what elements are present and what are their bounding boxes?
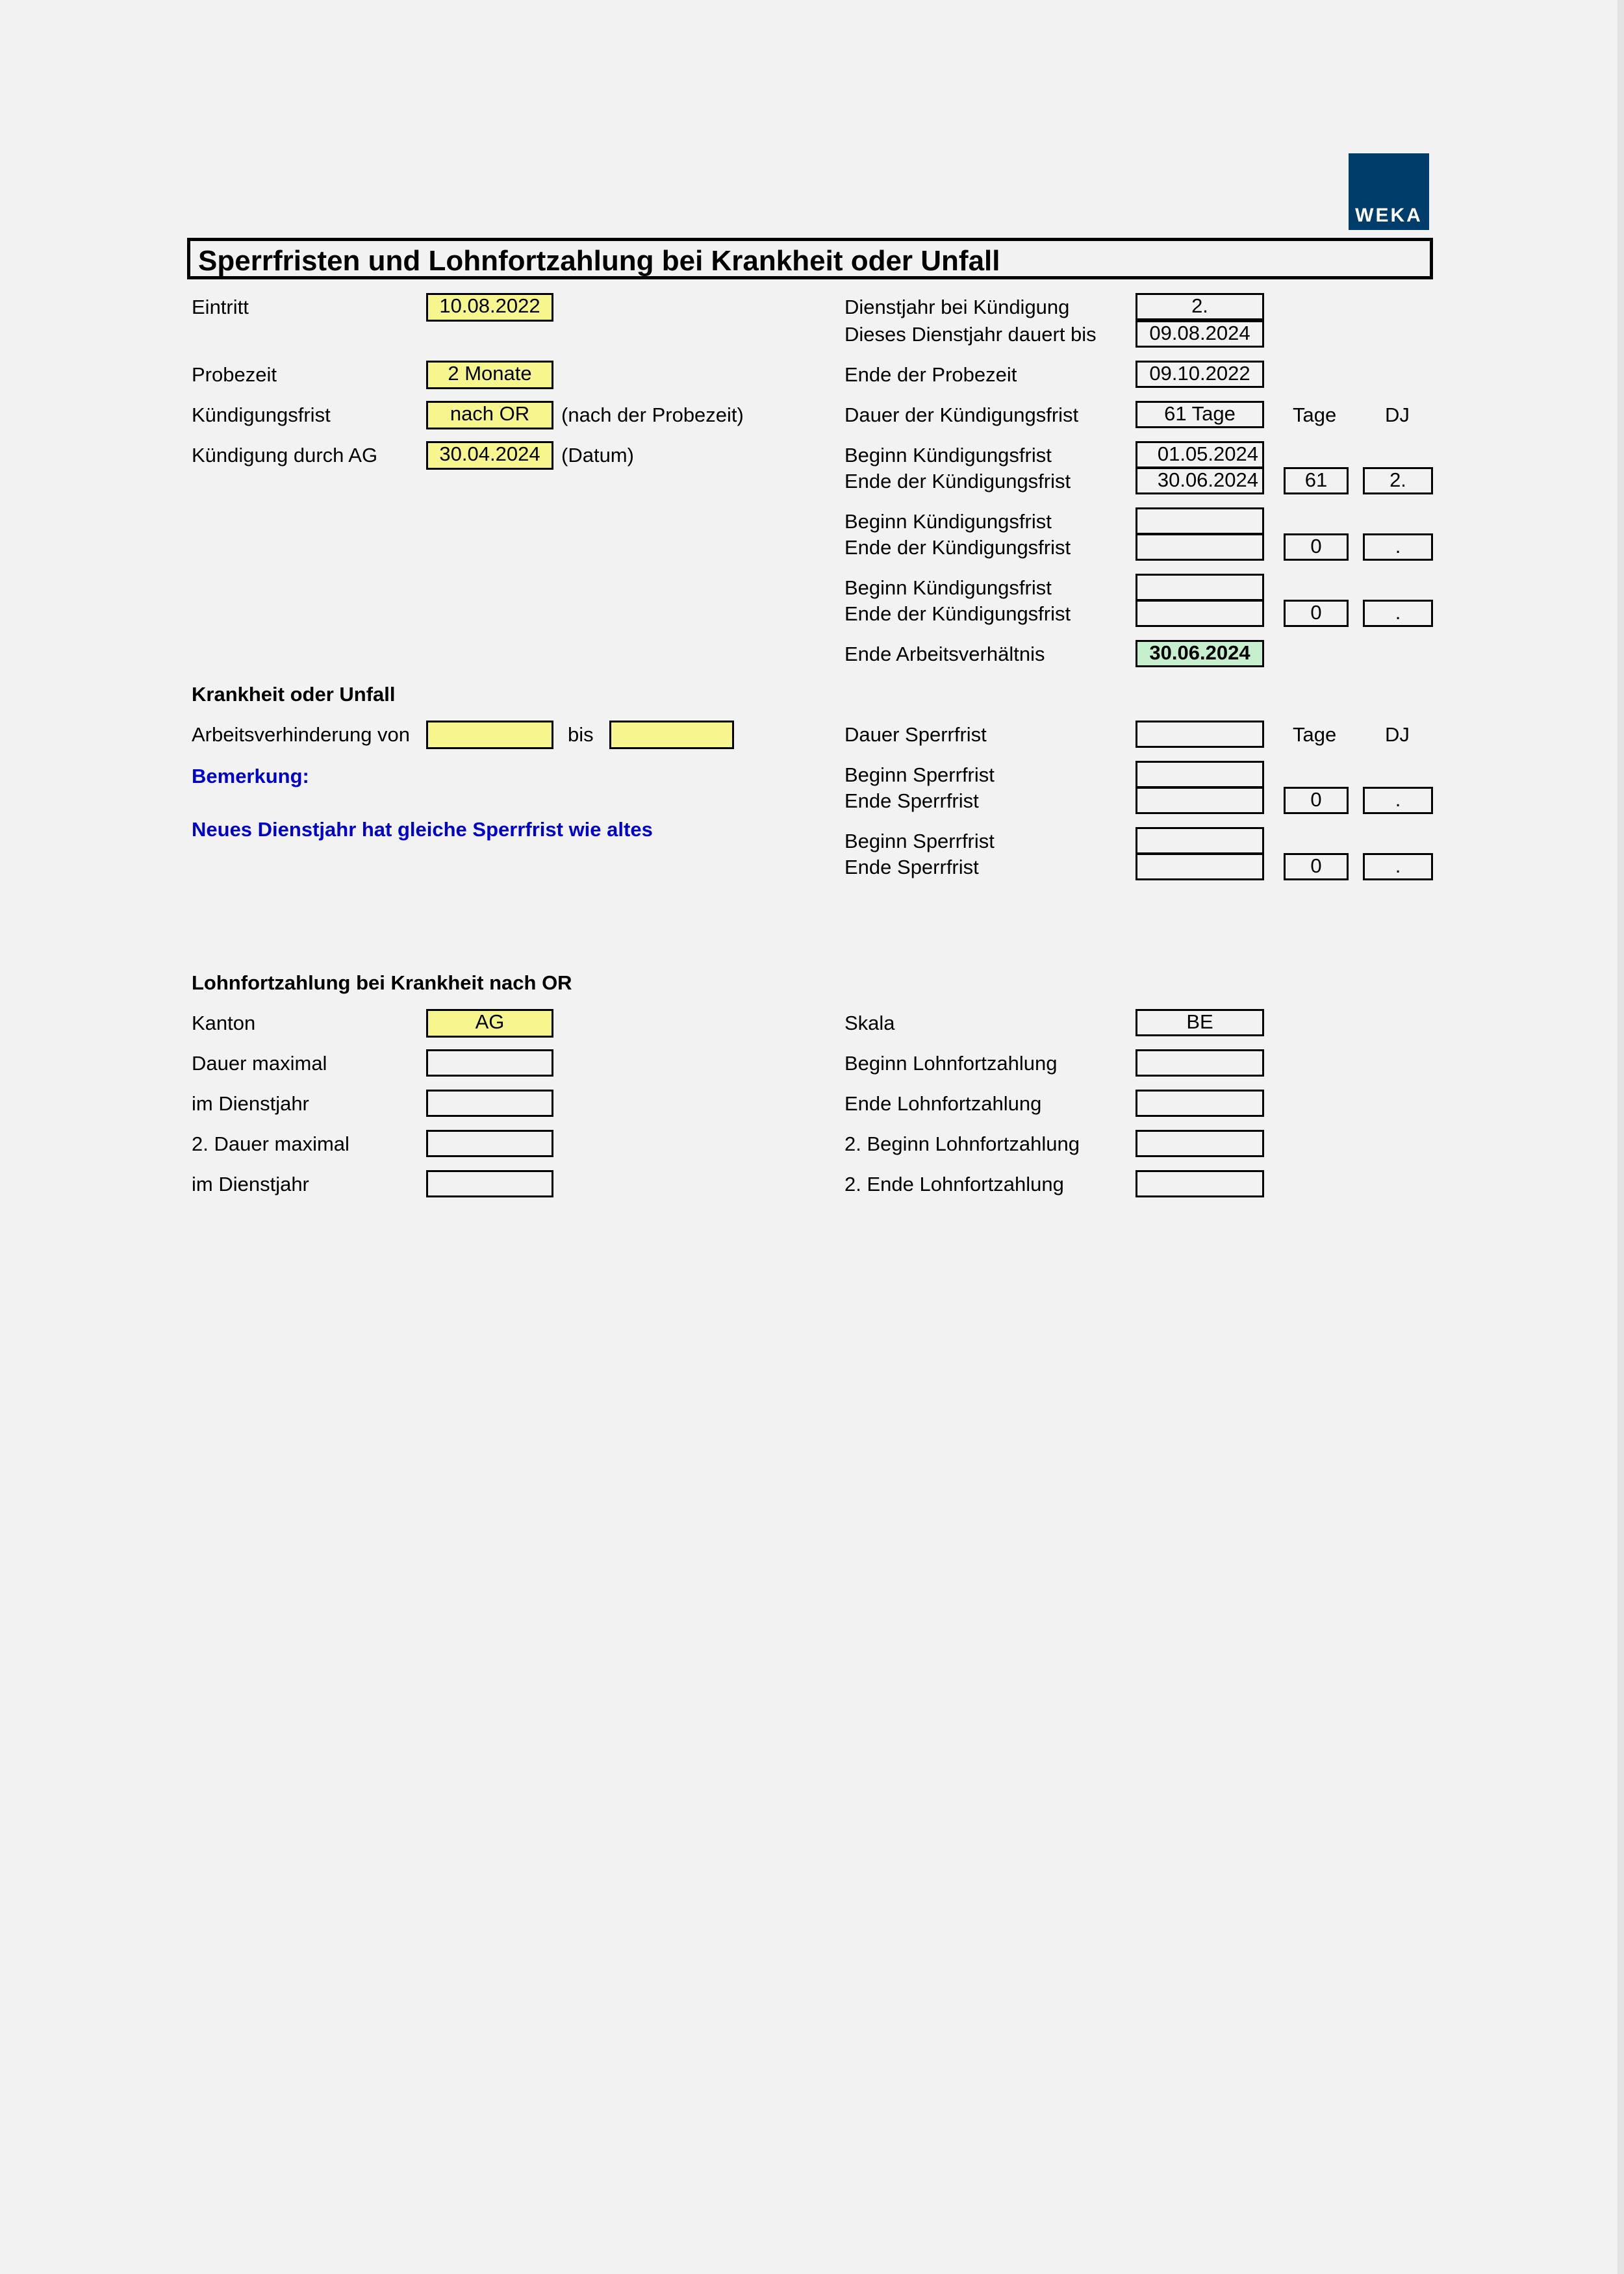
sf2-tage-value: 0 xyxy=(1284,853,1349,880)
kuendigungsfrist-label: Kündigungsfrist xyxy=(192,403,331,426)
weka-logo xyxy=(1349,153,1429,230)
kf3-tage-value: 0 xyxy=(1284,600,1349,627)
kf1-beginn-value: 01.05.2024 xyxy=(1136,441,1264,468)
sf1-dj-value: . xyxy=(1363,787,1433,814)
sf1-ende-value xyxy=(1136,787,1264,814)
kf3-beginn-label: Beginn Kündigungsfrist xyxy=(844,576,1052,599)
page-title: Sperrfristen und Lohnfortzahlung bei Krankheit oder Unfall xyxy=(198,245,1000,277)
dauer-maximal-2-label: 2. Dauer maximal xyxy=(192,1132,349,1155)
kf2-tage-value: 0 xyxy=(1284,533,1349,561)
kuendigung-ag-note: (Datum) xyxy=(561,444,634,466)
beginn-lohnfortzahlung-2-label: 2. Beginn Lohnfortzahlung xyxy=(844,1132,1080,1155)
beginn-lohnfortzahlung-label: Beginn Lohnfortzahlung xyxy=(844,1052,1058,1075)
kf1-beginn-label: Beginn Kündigungsfrist xyxy=(844,444,1052,466)
ende-lohnfortzahlung-2-label: 2. Ende Lohnfortzahlung xyxy=(844,1173,1064,1195)
sf1-beginn-label: Beginn Sperrfrist xyxy=(844,763,995,786)
kf2-dj-value: . xyxy=(1363,533,1433,561)
bis-label: bis xyxy=(568,723,594,746)
kf2-ende-label: Ende der Kündigungsfrist xyxy=(844,536,1071,559)
sf2-dj-value: . xyxy=(1363,853,1433,880)
bemerkung-label: Bemerkung: xyxy=(192,765,309,787)
sf1-ende-label: Ende Sperrfrist xyxy=(844,789,979,812)
krankheit-heading: Krankheit oder Unfall xyxy=(192,683,396,706)
col-dj-header: DJ xyxy=(1385,403,1410,426)
kf3-ende-label: Ende der Kündigungsfrist xyxy=(844,602,1071,625)
page-edge xyxy=(1618,0,1624,2274)
arbeitsverhinderung-label: Arbeitsverhinderung von xyxy=(192,723,411,746)
kanton-input[interactable]: AG xyxy=(426,1009,553,1038)
dienstjahr-value: 2. xyxy=(1136,293,1264,320)
kanton-label: Kanton xyxy=(192,1012,256,1034)
dauer-kuendigungsfrist-label: Dauer der Kündigungsfrist xyxy=(844,403,1079,426)
dauer-kuendigungsfrist-value: 61 Tage xyxy=(1136,401,1264,428)
sperr-col-tage-header: Tage xyxy=(1293,723,1337,746)
lohn-heading: Lohnfortzahlung bei Krankheit nach OR xyxy=(192,971,572,994)
kuendigung-ag-input[interactable]: 30.04.2024 xyxy=(426,441,553,470)
col-tage-header: Tage xyxy=(1293,403,1337,426)
kf3-ende-value xyxy=(1136,600,1264,627)
ende-probezeit-label: Ende der Probezeit xyxy=(844,363,1017,386)
probezeit-label: Probezeit xyxy=(192,363,277,386)
kf2-ende-value xyxy=(1136,533,1264,561)
probezeit-input[interactable]: 2 Monate xyxy=(426,361,553,389)
im-dienstjahr-value xyxy=(426,1090,553,1117)
hinweis-text: Neues Dienstjahr hat gleiche Sperrfrist wie altes xyxy=(192,818,653,841)
kf1-ende-label: Ende der Kündigungsfrist xyxy=(844,470,1071,492)
dienstjahr-label: Dienstjahr bei Kündigung xyxy=(844,296,1070,318)
ende-probezeit-value: 09.10.2022 xyxy=(1136,361,1264,388)
dienstjahr-dauert-label: Dieses Dienstjahr dauert bis xyxy=(844,323,1097,346)
beginn-lohnfortzahlung-2-value xyxy=(1136,1130,1264,1157)
ende-lohnfortzahlung-label: Ende Lohnfortzahlung xyxy=(844,1092,1042,1115)
arbeitsverhinderung-von-input[interactable] xyxy=(426,721,553,749)
kuendigungsfrist-note: (nach der Probezeit) xyxy=(561,403,744,426)
sf1-beginn-value xyxy=(1136,761,1264,788)
kuendigung-ag-label: Kündigung durch AG xyxy=(192,444,378,466)
kf3-beginn-value xyxy=(1136,574,1264,601)
kf1-tage-value: 61 xyxy=(1284,467,1349,494)
arbeitsverhinderung-bis-input[interactable] xyxy=(609,721,734,749)
sf2-beginn-label: Beginn Sperrfrist xyxy=(844,830,995,852)
skala-value: BE xyxy=(1136,1009,1264,1036)
kuendigungsfrist-input[interactable]: nach OR xyxy=(426,401,553,429)
ende-arbeitsverhaeltnis-value: 30.06.2024 xyxy=(1136,640,1264,667)
sf2-ende-label: Ende Sperrfrist xyxy=(844,856,979,878)
logo-text: WEKA xyxy=(1355,205,1423,226)
ende-lohnfortzahlung-value xyxy=(1136,1090,1264,1117)
sf1-tage-value: 0 xyxy=(1284,787,1349,814)
dauer-sperrfrist-label: Dauer Sperrfrist xyxy=(844,723,987,746)
dauer-maximal-value xyxy=(426,1049,553,1077)
kf1-ende-value: 30.06.2024 xyxy=(1136,467,1264,494)
kf2-beginn-label: Beginn Kündigungsfrist xyxy=(844,510,1052,533)
dauer-maximal-label: Dauer maximal xyxy=(192,1052,327,1075)
title-box xyxy=(187,238,1433,279)
eintritt-input[interactable]: 10.08.2022 xyxy=(426,293,553,322)
kf1-dj-value: 2. xyxy=(1363,467,1433,494)
beginn-lohnfortzahlung-value xyxy=(1136,1049,1264,1077)
ende-lohnfortzahlung-2-value xyxy=(1136,1170,1264,1197)
eintritt-label: Eintritt xyxy=(192,296,249,318)
dienstjahr-dauert-value: 09.08.2024 xyxy=(1136,320,1264,348)
sf2-beginn-value xyxy=(1136,827,1264,854)
ende-arbeitsverhaeltnis-label: Ende Arbeitsverhältnis xyxy=(844,643,1045,665)
dauer-maximal-2-value xyxy=(426,1130,553,1157)
sf2-ende-value xyxy=(1136,853,1264,880)
im-dienstjahr-2-label: im Dienstjahr xyxy=(192,1173,309,1195)
im-dienstjahr-label: im Dienstjahr xyxy=(192,1092,309,1115)
kf3-dj-value: . xyxy=(1363,600,1433,627)
kf2-beginn-value xyxy=(1136,507,1264,535)
sperr-col-dj-header: DJ xyxy=(1385,723,1410,746)
dauer-sperrfrist-value xyxy=(1136,721,1264,748)
skala-label: Skala xyxy=(844,1012,895,1034)
im-dienstjahr-2-value xyxy=(426,1170,553,1197)
